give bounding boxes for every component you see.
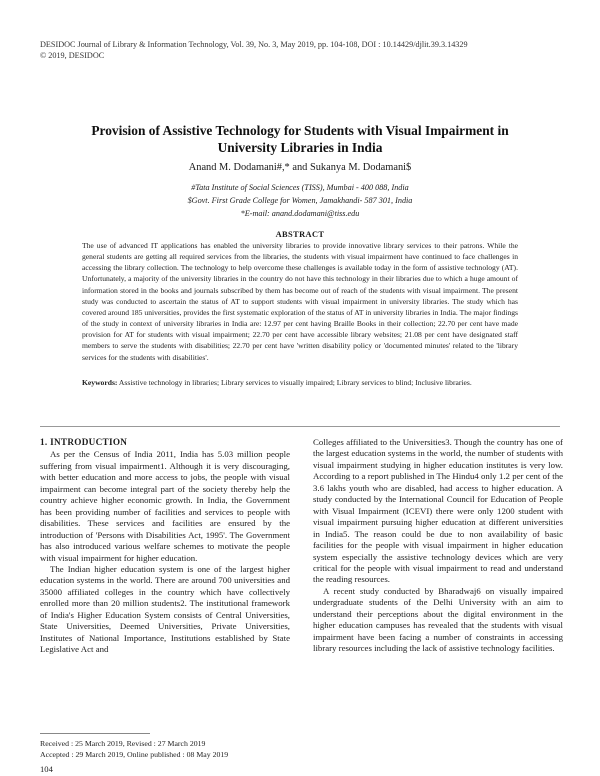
affiliation-1: #Tata Institute of Social Sciences (TISS), Mumbai - 400 088, India [191, 183, 409, 192]
right-paragraph-1: Colleges affiliated to the Universities3. Though the country has one of the largest education systems in the world, the number of students with visual impairment studying in higher education institutes is very low. According to a report published in The Hindu4 only 1.2 per cent of the 3.6 lakhs youth who are disabled, had access to higher education. A study conducted by the International Council for Education of People with Visual Impairment (ICEVI) there were only 1200 student with visual impairment pursuing higher education at different universities in India5. The reason could be due to non availability of basic facilities for the people with visual impairment in higher education system especially the assistive technology devices which are very critical for the people with visual impairment to read and understand the reading resources. [313, 437, 564, 585]
journal-header [40, 39, 570, 61]
left-paragraph-1: As per the Census of India 2011, India has 5.03 million people suffering from visual impairment1. Although it is very discouraging, with better education and more access to jobs, the people with visual impairment can become integral part of the society thereby help the country achieve higher economic growth. In India, the Government has been providing number of facilities and services to people with disabilities. These services and facilities are ensured by the introduction of 'Persons with Disabilities Act, 1995'. The Government has also introduced various welfare schemes to motivate the people with visual impairment for higher education. [40, 449, 290, 563]
footnote-divider [40, 733, 150, 734]
affiliations [60, 182, 540, 220]
author-line: Anand M. Dodamani#,* and Sukanya M. Dodamani$ [188, 162, 412, 173]
keywords-label: Keywords: [82, 378, 118, 387]
submission-dates [40, 738, 340, 760]
right-column [313, 437, 563, 655]
abstract-heading: ABSTRACT [275, 230, 325, 239]
affiliation-2: $Govt. First Grade College for Women, Jamakhandi- 587 301, India [187, 195, 413, 205]
copyright-line: © 2019, DESIDOC [40, 51, 105, 60]
abstract-text: The use of advanced IT applications has enabled the university libraries to provide innovative library services to their patrons. While the general students are getting all required services from the libraries, the students with visual impairment have continued to face challenges in accessing the library collection. The technology to help overcome these challenges is available today in the form of assistive technology (AT). Unfortunately, a majority of the university libraries in the country do not have this technology in their libraries due to which a huge amount of information stored in the books and journals subscribed by them has become out of reach of the students with visual impairment. The present study was conducted to ascertain the status of AT to support students with visual impairment in university libraries. The study which has covered around 185 universities, provides the first systematic exploration of the status of AT in university libraries in India. The major findings of the study in context of university libraries in India are: 12.97 per cent having Braille Books in their collection; 22.70 per cent have made provision for AT for students with visual impairment; 22.70 per cent have accessible library websites; 21.08 per cent have designated staff members to serve the students with disabilities; 22.70 per cent have 'written disability policy or 'documented minutes' related to the 'library services for the students with disabilities'. [82, 241, 518, 362]
section-divider [40, 426, 560, 427]
journal-citation: DESIDOC Journal of Library & Information Technology, Vol. 39, No. 3, May 2019, pp. 104-108, DOI : 10.14429/djlit.39.3.14329 [40, 40, 468, 49]
right-paragraph-2: A recent study conducted by Bharadwaj6 on visually impaired undergraduate students of the Delhi University with an aim to understand their perceptions about the digital environment in the higher education campuses has revealed that the students with visual impairment have been facing a number of constraints in accessing library resources including the lack of assistive technology facilities. [313, 585, 563, 654]
left-paragraph-2: The Indian higher education system is one of the largest higher education systems in the world. There are around 700 universities and 35000 affiliated colleges in the country which have collectively enrolled more than 20 million students2. The institutional framework of India's Higher Education System consists of Central Universities, State Universities, Deemed Universities, Private Universities, Institutes of National Importance, Institutions established by State Legislative Act and [40, 563, 290, 655]
keywords-text: Assistive technology in libraries; Library services to visually impaired; Library services to blind; Inclusive libraries. [118, 378, 472, 387]
accepted-line: Accepted : 29 March 2019, Online published : 08 May 2019 [40, 750, 229, 759]
email-line: *E-mail: anand.dodamani@tiss.edu [240, 208, 360, 218]
left-column [40, 437, 290, 656]
received-line: Received : 25 March 2019, Revised : 27 March 2019 [40, 739, 206, 748]
page-number: 104 [40, 764, 53, 774]
section-heading: 1. INTRODUCTION [40, 437, 128, 447]
paper-title: Provision of Assistive Technology for Students with Visual Impairment in University Libraries in India [91, 123, 509, 155]
keywords-block [82, 377, 518, 388]
